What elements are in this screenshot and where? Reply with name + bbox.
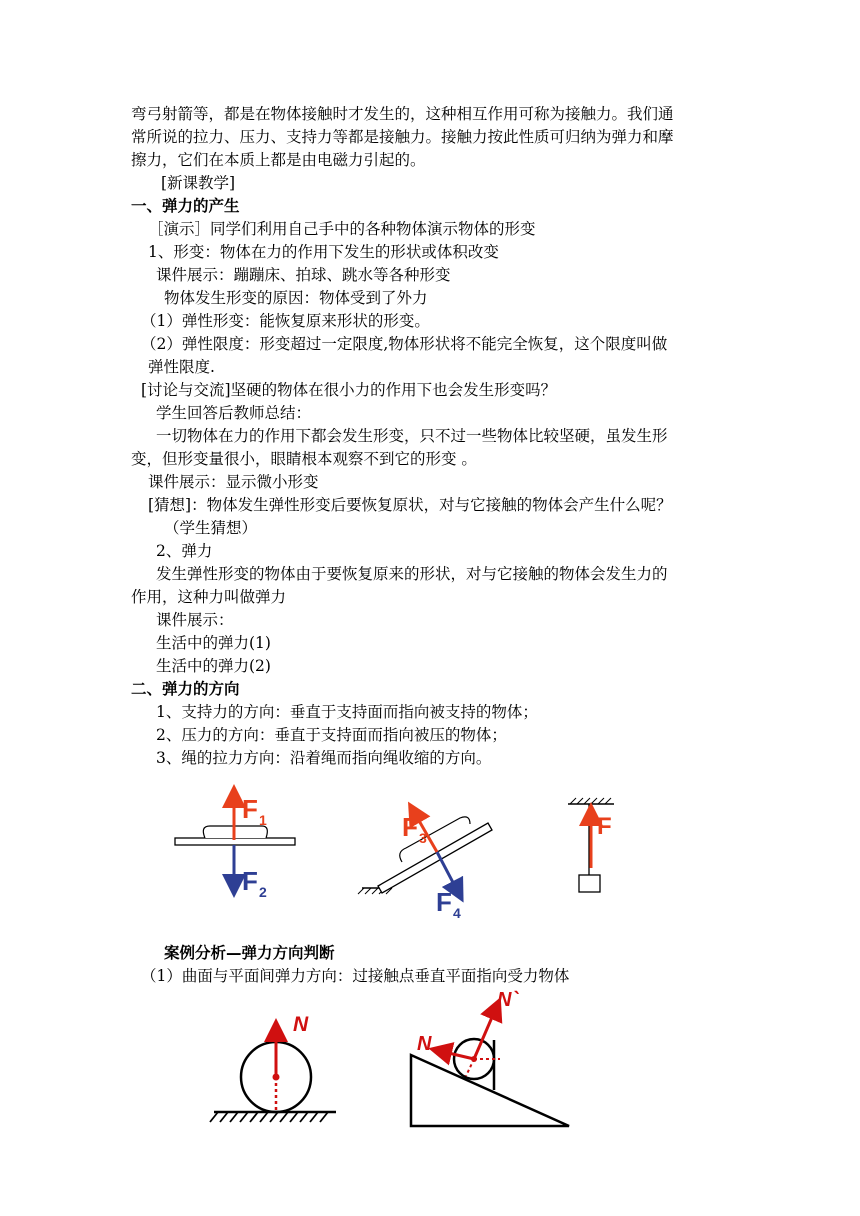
text-line: （1）曲面与平面间弹力方向：过接触点垂直平面指向受力物体 (141, 967, 570, 985)
section-heading: 一、弹力的产生 (131, 197, 240, 215)
text-line: 课件展示：蹦蹦床、拍球、跳水等各种形变 (156, 266, 451, 284)
text-line: （学生猜想） (164, 519, 258, 537)
case-heading: 案例分析—弹力方向判断 (164, 944, 335, 962)
ball-on-ground-diagram (210, 1013, 336, 1122)
n-label-right: N (417, 1033, 432, 1055)
f4-label: F (436, 887, 452, 917)
text-line: 生活中的弹力(1) (156, 634, 271, 652)
section-heading: 二、弹力的方向 (131, 680, 240, 698)
ball-on-incline-diagram (411, 989, 569, 1126)
text-line: 3、绳的拉力方向：沿着绳而指向绳收缩的方向。 (156, 749, 492, 767)
text-line: 课件展示：显示微小形变 (148, 473, 319, 491)
text-line: 发生弹性形变的物体由于要恢复原来的形状，对与它接触的物体会发生力的 (156, 565, 668, 583)
text-line: [猜想]：物体发生弹性形变后要恢复原状，对与它接触的物体会产生什么呢？ (148, 496, 672, 514)
text-line: ［演示］同学们利用自己手中的各种物体演示物体的形变 (148, 220, 536, 238)
text-line: 1、形变：物体在力的作用下发生的形状或体积改变 (148, 243, 499, 261)
text-line: 变，但形变量很小，眼睛根本观察不到它的形变 。 (131, 450, 477, 468)
f1-label: F (242, 794, 258, 824)
f-label: F (597, 813, 612, 840)
n-prime-label: N` (497, 989, 519, 1011)
text-line: [新课教学] (161, 174, 236, 192)
text-line: 2、弹力 (156, 542, 213, 560)
text-line: 2、压力的方向：垂直于支持面而指向被压的物体； (156, 726, 507, 744)
f1-subscript: 1 (259, 812, 267, 828)
f3-subscript: 3 (419, 830, 427, 846)
text-line: 物体发生形变的原因：物体受到了外力 (164, 289, 428, 307)
f3-label: F (402, 812, 418, 842)
f2-subscript: 2 (259, 884, 267, 900)
text-line: 擦力，它们在本质上都是由电磁力引起的。 (131, 151, 426, 169)
text-line: 1、支持力的方向：垂直于支持面而指向被支持的物体； (156, 703, 538, 721)
text-line: 学生回答后教师总结： (156, 404, 312, 422)
text-line: （1）弹性形变：能恢复原来形状的形变。 (141, 312, 430, 330)
text-line: [讨论与交流]坚硬的物体在很小力的作用下也会发生形变吗？ (141, 381, 557, 399)
f2-label: F (242, 866, 258, 896)
text-line: （2）弹性限度：形变超过一定限度,物体形状将不能完全恢复，这个限度叫做 (141, 335, 668, 353)
n-label-left: N (293, 1013, 309, 1036)
text-line: 作用，这种力叫做弹力 (131, 588, 287, 606)
text-line: 一切物体在力的作用下都会发生形变，只不过一些物体比较坚硬，虽发生形 (156, 427, 668, 445)
text-line: 生活中的弹力(2) (156, 657, 271, 675)
f4-subscript: 4 (453, 905, 461, 921)
text-line: 弹性限度. (148, 358, 215, 376)
text-line: 常所说的拉力、压力、支持力等都是接触力。接触力按此性质可归纳为弹力和摩 (131, 128, 674, 146)
text-line: 弯弓射箭等，都是在物体接触时才发生的，这种相互作用可称为接触力。我们通 (131, 105, 674, 123)
text-line: 课件展示： (156, 611, 234, 629)
